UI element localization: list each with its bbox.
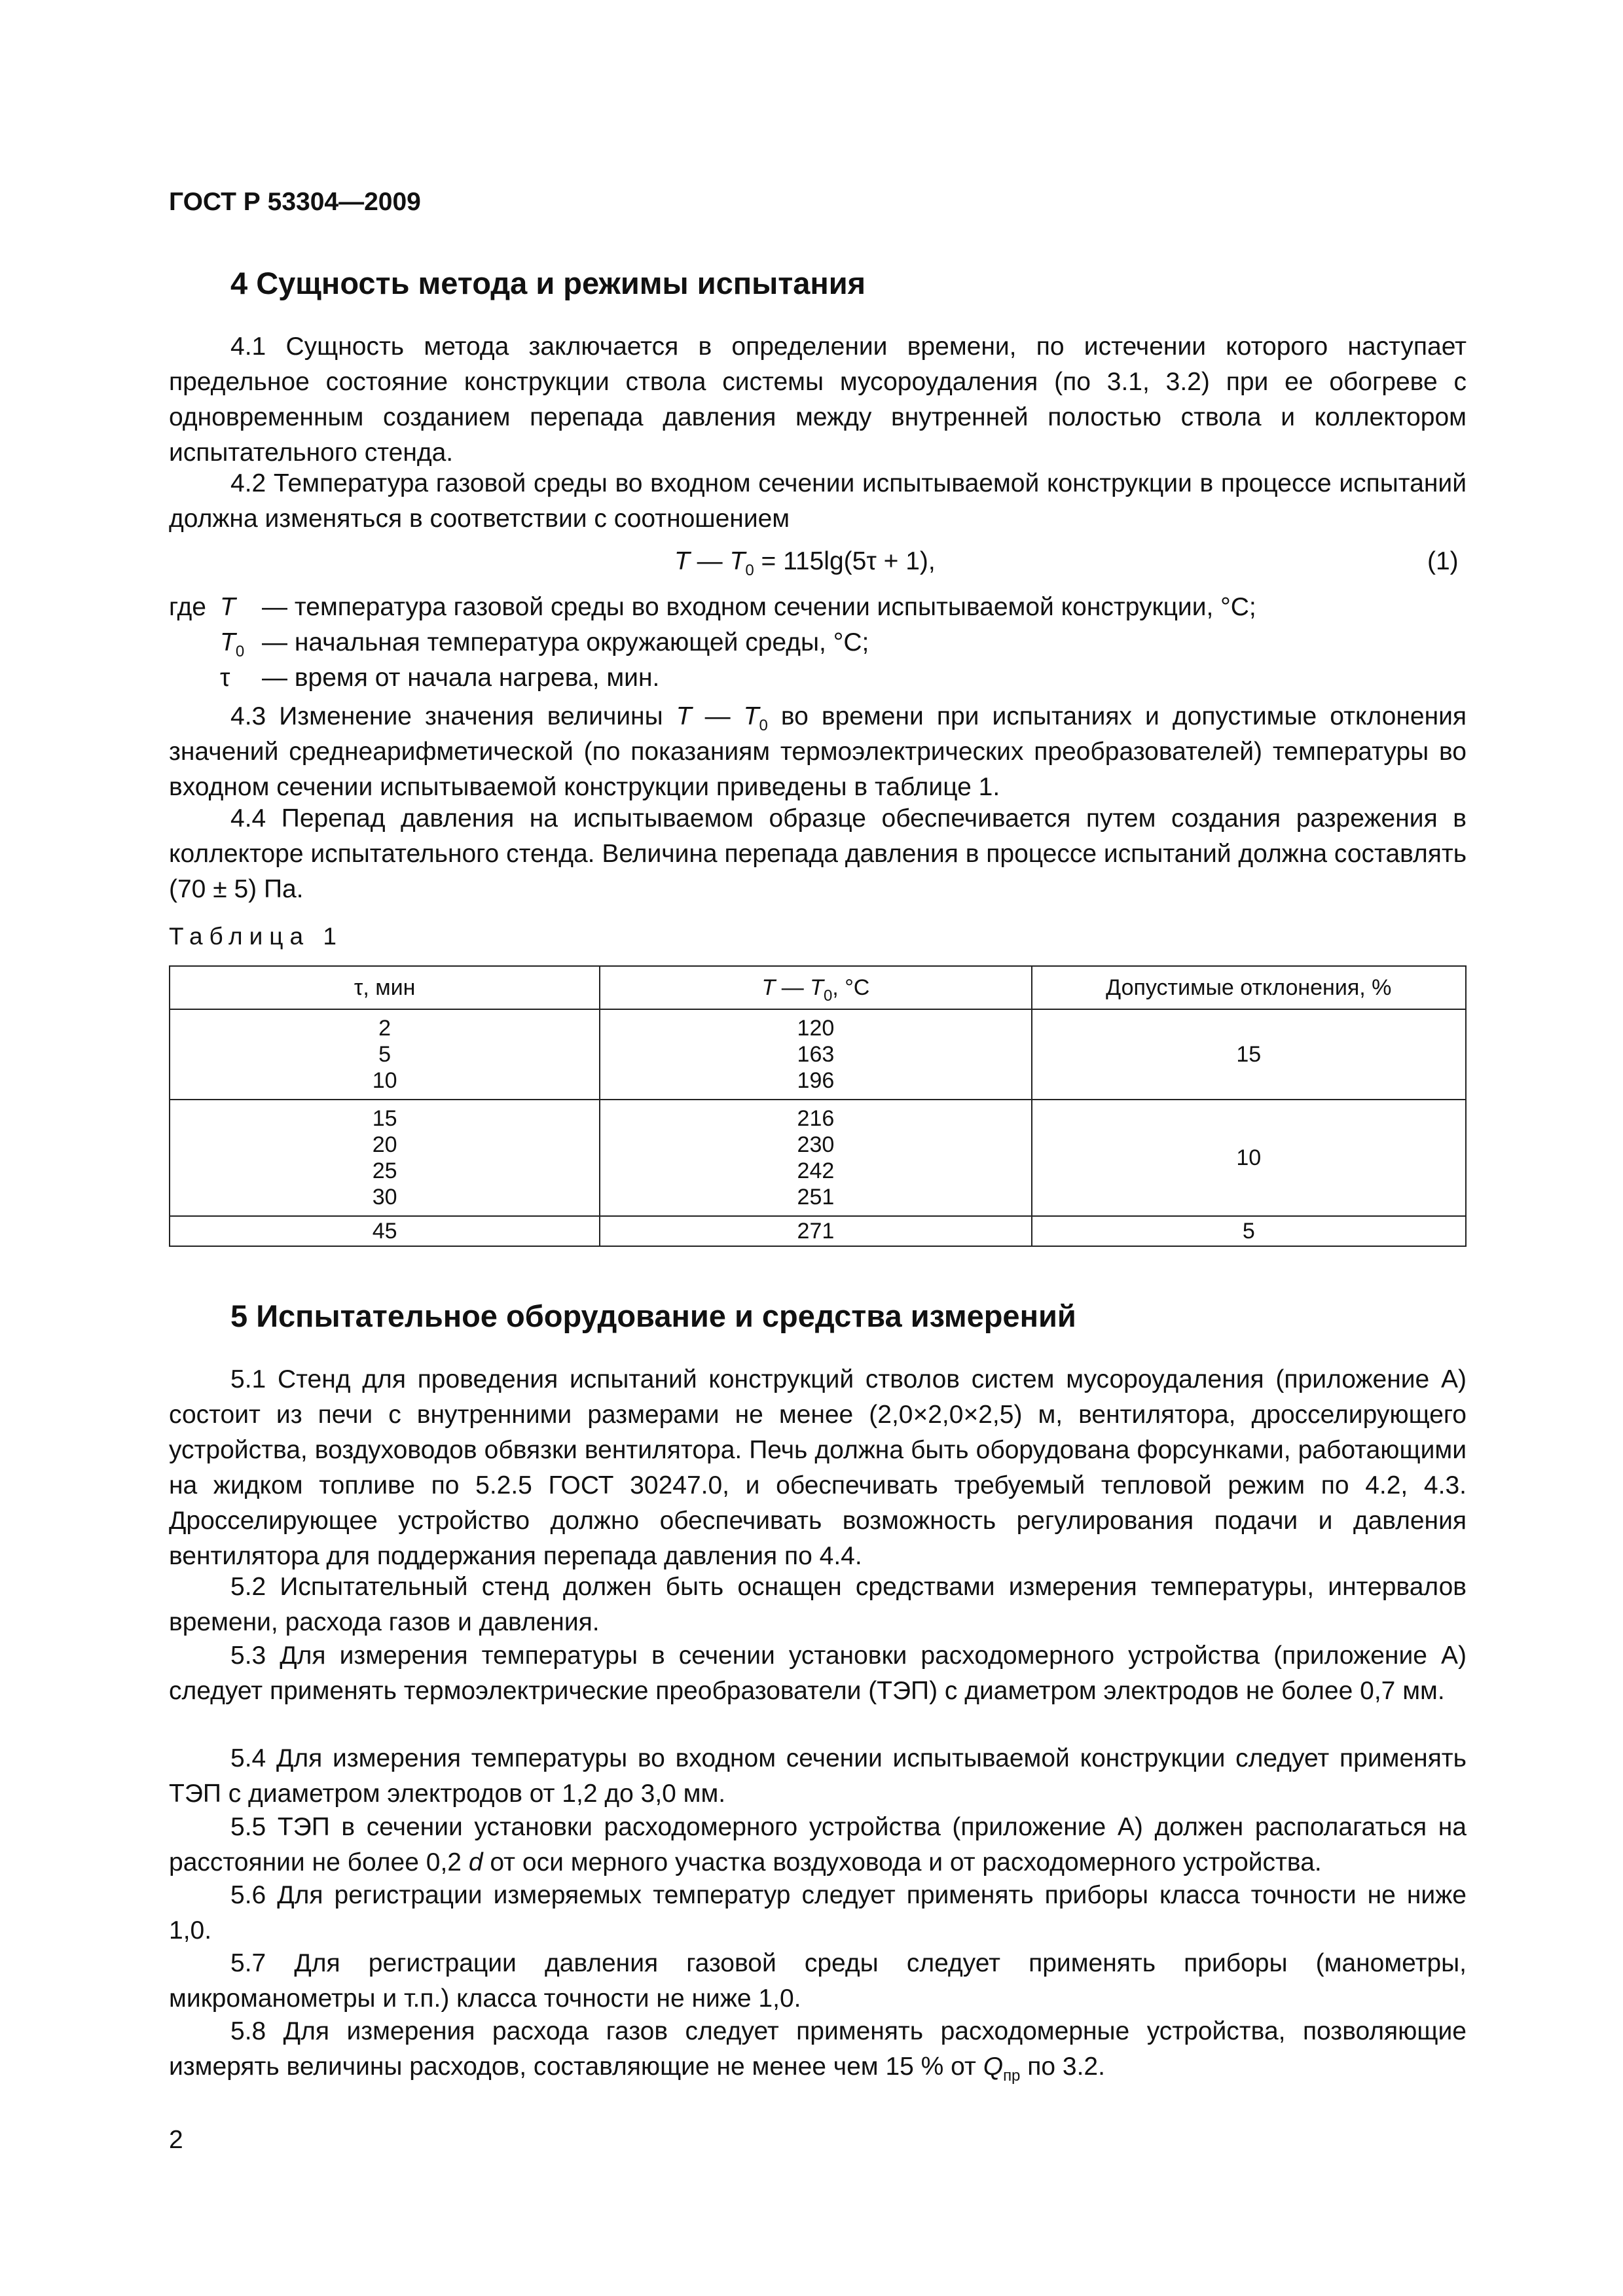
paragraph-5-8: 5.8 Для измерения расхода газов следует применять расходомерные устройства, позволяющие измерять величины расходов, составляющие не менее чем 15 % от $Q_{пр}$ по 3.2. [169, 2017, 1467, 2085]
section-5-title: 5 Испытательное оборудование и средства измерений [230, 1299, 1076, 1333]
tau-cell: 15 20 25 30 [170, 1100, 600, 1216]
where-t-description: — температура газовой среды во входном сечении испытываемой конструкции, °С; [262, 593, 1256, 621]
header-deviation: Допустимые отклонения, % [1032, 966, 1466, 1009]
where-tau-description: — время от начала нагрева, мин. [262, 664, 660, 692]
tau-cell: 2 5 10 [170, 1009, 600, 1100]
where-t0-symbol: $T_0$ [220, 628, 245, 660]
deviation-cell: 5 [1032, 1216, 1466, 1246]
paragraph-5-7: 5.7 Для регистрации давления газовой среды следует применять приборы (манометры, микроманометры и т.п.) класса точности не ниже 1,0. [169, 1949, 1467, 2013]
paragraph-4-1: 4.1 Сущность метода заключается в определении времени, по истечении которого наступает предельное состояние конструкции ствола системы мусороудаления (по 3.1, 3.2) при ее обогреве с одновременным созданием перепада давления между внутренней полостью ствола и коллектором испытательного стенда. [169, 332, 1467, 467]
where-prefix: где [169, 593, 206, 621]
where-tau-symbol: τ [220, 664, 230, 692]
paragraph-5-4: 5.4 Для измерения температуры во входном сечении испытываемой конструкции следует применять ТЭП с диаметром электродов от 1,2 до 3,0 мм. [169, 1744, 1467, 1808]
temperature-cell: 120 163 196 [600, 1009, 1031, 1100]
table-header-row [170, 966, 1466, 1009]
table-1 [169, 965, 1467, 1247]
header-tau: τ, мин [170, 966, 600, 1009]
formula-number: (1) [1427, 547, 1459, 575]
table-row [170, 1100, 1466, 1216]
table-caption: Таблица 1 [169, 923, 343, 950]
where-t-symbol: T [220, 593, 236, 621]
table-row [170, 1009, 1466, 1100]
paragraph-4-3: 4.3 Изменение значения величины T — $T_0$ во времени при испытаниях и допустимые отклонения значений среднеарифметической (по показаниям термоэлектрических преобразователей) температуры во входном сечении испытываемой конструкции приведены в таблице 1. [169, 702, 1467, 801]
paragraph-5-1: 5.1 Стенд для проведения испытаний конструкций стволов систем мусороудаления (приложение А) состоит из печи с внутренними размерами не менее (2,0×2,0×2,5) м, вентилятора, дросселирующего устройства, воздуховодов обвязки вентилятора. Печь должна быть оборудована форсунками, работающими на жидком топливе по 5.2.5 ГОСТ 30247.0, и обеспечивать требуемый тепловой режим по 4.2, 4.3. Дросселирующее устройство должно обеспечивать возможность регулирования подачи и давления вентилятора для поддержания перепада давления по 4.4. [169, 1365, 1467, 1570]
temperature-cell: 271 [600, 1216, 1031, 1246]
paragraph-5-3: 5.3 Для измерения температуры в сечении установки расходомерного устройства (приложение А) следует применять термоэлектрические преобразователи (ТЭП) с диаметром электродов не более 0,7 мм. [169, 1641, 1467, 1705]
where-t0-description: — начальная температура окружающей среды, °С; [262, 628, 869, 656]
paragraph-5-5: 5.5 ТЭП в сечении установки расходомерного устройства (приложение А) должен располагаться на расстоянии не более 0,2 d от оси мерного участка воздуховода и от расходомерного устройства. [169, 1813, 1467, 1876]
document-header: ГОСТ Р 53304—2009 [169, 188, 421, 216]
paragraph-4-2: 4.2 Температура газовой среды во входном сечении испытываемой конструкции в процессе испытаний должна изменяться в соответствии с соотношением [169, 469, 1467, 533]
paragraph-5-6: 5.6 Для регистрации измеряемых температур следует применять приборы класса точности не ниже 1,0. [169, 1881, 1467, 1945]
deviation-cell: 15 [1032, 1009, 1466, 1100]
tau-cell: 45 [170, 1216, 600, 1246]
table-row [170, 1216, 1466, 1246]
deviation-cell: 10 [1032, 1100, 1466, 1216]
formula-1: T — $T_0 = 115\lg(5\tau + 1)$, [674, 547, 936, 579]
section-4-title: 4 Сущность метода и режимы испытания [230, 266, 866, 300]
paragraph-5-2: 5.2 Испытательный стенд должен быть оснащен средствами измерения температуры, интервалов времени, расхода газов и давления. [169, 1573, 1467, 1636]
header-temperature: T — $T_0$, °С [600, 966, 1031, 1009]
temperature-cell: 216 230 242 251 [600, 1100, 1031, 1216]
paragraph-4-4: 4.4 Перепад давления на испытываемом образце обеспечивается путем создания разрежения в коллекторе испытательного стенда. Величина перепада давления в процессе испытаний должна составлять (70 ± 5) Па. [169, 804, 1467, 903]
page-number: 2 [169, 2126, 183, 2154]
